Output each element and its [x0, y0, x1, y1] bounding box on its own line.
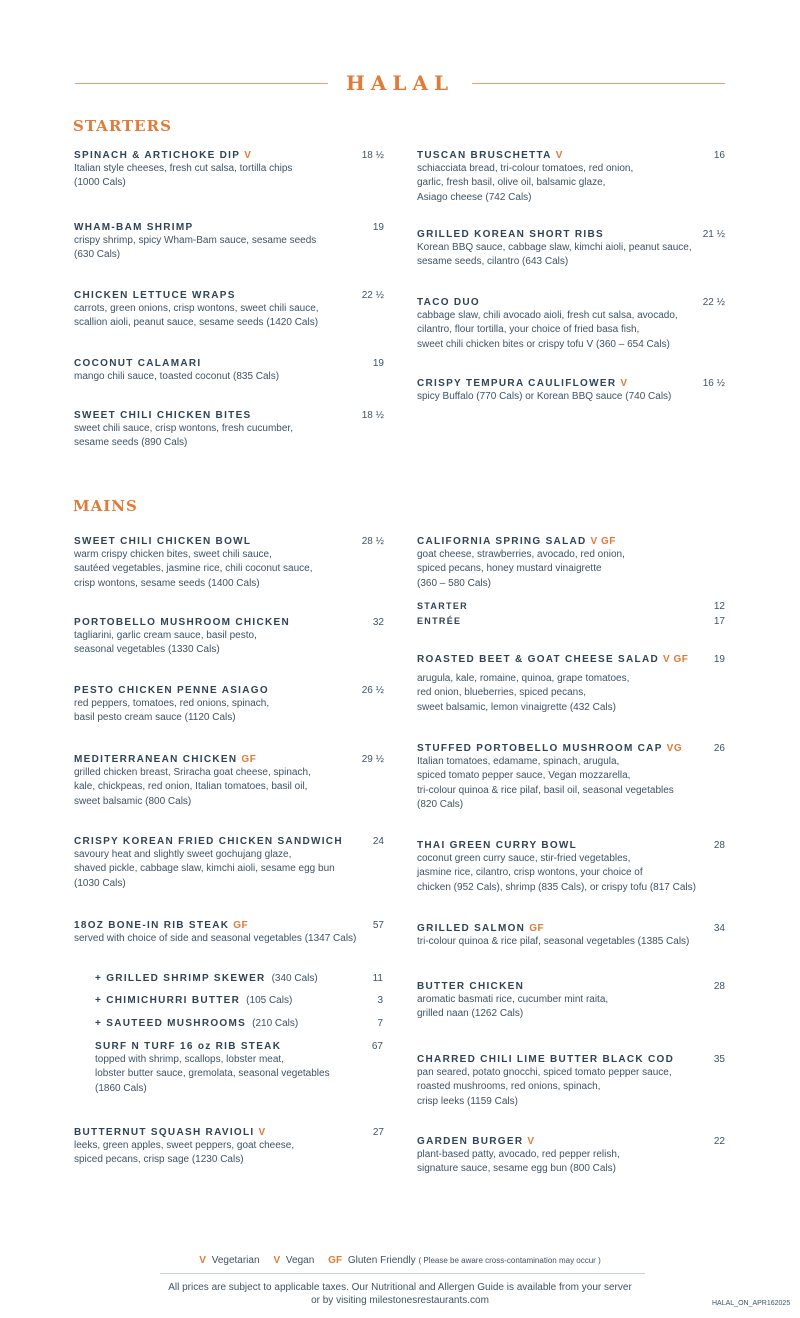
menu-item-price: 26: [713, 743, 725, 754]
menu-item-description: [417, 1148, 725, 1177]
menu-item: [417, 1054, 725, 1109]
description-line: jasmine rice, cilantro, crisp wontons, your choice of: [417, 867, 643, 879]
menu-item-header: [417, 150, 725, 161]
salad-size-label: ENTRÉE: [417, 616, 462, 626]
starters-heading: STARTERS: [73, 117, 172, 135]
menu-item-name-text: CALIFORNIA SPRING SALAD: [417, 536, 587, 547]
menu-item-description: [74, 932, 384, 946]
menu-item-name: [417, 923, 544, 934]
menu-item: [417, 1136, 725, 1177]
header-rule-right: [472, 83, 725, 84]
menu-item-header: [417, 229, 725, 240]
description-line: seasonal vegetables (1330 Cals): [74, 644, 220, 656]
description-line: (1860 Cals): [95, 1082, 147, 1094]
menu-item: [74, 358, 384, 384]
description-line: cabbage slaw, chili avocado aioli, fresh cut salsa, avocado,: [417, 310, 678, 321]
menu-item: [74, 410, 384, 451]
addon-price: 7: [377, 1018, 383, 1029]
description-line: plant-based patty, avocado, red pepper relish,: [417, 1149, 620, 1160]
description-line: coconut green curry sauce, stir-fried vegetables,: [417, 853, 631, 864]
description-line: leeks, green apples, sweet peppers, goat cheese,: [74, 1140, 295, 1151]
description-line: sweet balsamic (800 Cals): [74, 795, 192, 807]
menu-item-price: 22 ½: [361, 290, 384, 301]
legend-gluten-label: Gluten Friendly: [347, 1255, 416, 1266]
menu-item-header: [417, 981, 725, 992]
menu-item-name: [417, 150, 563, 161]
menu-item-name: [417, 1054, 674, 1065]
menu-header: [75, 70, 725, 96]
description-line: garlic, fresh basil, olive oil, balsamic glaze,: [417, 177, 606, 189]
menu-item: [74, 290, 384, 331]
menu-code: HALAL_ON_APR162025: [712, 1300, 791, 1307]
menu-item-name: [74, 150, 251, 161]
header-rule-left: [75, 83, 328, 84]
menu-item-price: 19: [713, 654, 725, 665]
menu-item: [417, 923, 725, 949]
menu-item-name: [417, 297, 480, 308]
menu-item-description: [74, 697, 384, 726]
addon-price: 3: [377, 995, 383, 1006]
menu-item-description: [417, 241, 725, 270]
legend-note: ( Please be aware cross-contamination may occur ): [418, 1256, 601, 1265]
menu-item-name-text: 18OZ BONE-IN RIB STEAK: [74, 920, 230, 931]
menu-item-header: [417, 378, 725, 389]
menu-item-name-text: PESTO CHICKEN PENNE ASIAGO: [74, 685, 269, 696]
menu-item-header: [417, 536, 725, 547]
menu-item-name-text: ROASTED BEET & GOAT CHEESE SALAD: [417, 654, 659, 665]
menu-item-header: [74, 290, 384, 301]
description-line: mango chili sauce, toasted coconut (835 Cals): [74, 371, 280, 382]
menu-item-description: [74, 629, 384, 658]
dietary-badge: V: [555, 150, 563, 161]
menu-title: HALAL: [345, 71, 455, 95]
menu-item-name: [417, 840, 577, 851]
description-line: (630 Cals): [74, 249, 121, 261]
menu-item-name: [74, 410, 252, 421]
description-line: red onion, blueberries, spiced pecans,: [417, 687, 586, 699]
menu-item: [74, 836, 384, 891]
menu-item-header: [74, 754, 384, 765]
description-line: tri-colour quinoa & rice pilaf, basil oil, seasonal vegetables: [417, 784, 674, 796]
menu-item-name: [74, 290, 236, 301]
menu-item-name: [417, 1136, 535, 1147]
menu-item-description: [74, 766, 384, 809]
addon-calories: (340 Cals): [271, 973, 318, 984]
salad-size-option: [417, 616, 725, 627]
description-line: (1030 Cals): [74, 877, 126, 889]
menu-item-price: 32: [372, 617, 384, 628]
addon-name-text: + SAUTEED MUSHROOMS: [95, 1018, 247, 1029]
description-line: crisp leeks (1159 Cals): [417, 1095, 518, 1107]
menu-item-price: 16 ½: [702, 378, 725, 389]
legend-vegetarian-mark: V: [199, 1255, 206, 1266]
menu-item-name: [417, 981, 524, 992]
menu-item-description: [74, 1139, 384, 1168]
menu-item: [417, 536, 725, 591]
salad-size-label: STARTER: [417, 601, 468, 611]
menu-item-name-text: BUTTERNUT SQUASH RAVIOLI: [74, 1127, 255, 1138]
menu-item-price: 28: [713, 981, 725, 992]
dietary-badge: V: [527, 1136, 535, 1147]
salad-size-price: 17: [713, 616, 725, 627]
menu-item-price: 28 ½: [361, 536, 384, 547]
menu-item-name: [74, 1127, 266, 1138]
menu-item-header: [74, 536, 384, 547]
description-line: basil pesto cream sauce (1120 Cals): [74, 712, 236, 724]
menu-item-name: [74, 685, 269, 696]
menu-item-name-text: MEDITERRANEAN CHICKEN: [74, 754, 238, 765]
menu-item-name: [74, 920, 248, 931]
menu-item: [417, 150, 725, 205]
menu-item: [74, 685, 384, 726]
menu-item-price: 67: [371, 1041, 383, 1052]
menu-item-price: 26 ½: [361, 685, 384, 696]
menu-item-price: 27: [372, 1127, 384, 1138]
menu-item-header: [74, 222, 384, 233]
description-line: (820 Cals): [417, 798, 464, 810]
description-line: shaved pickle, cabbage slaw, kimchi aioli, sesame egg bun: [74, 863, 335, 875]
menu-item-name-text: PORTOBELLO MUSHROOM CHICKEN: [74, 617, 291, 628]
menu-item-name-text: TUSCAN BRUSCHETTA: [417, 150, 552, 161]
menu-item-name: [74, 836, 343, 847]
dietary-badge: VG: [666, 743, 683, 754]
description-line: kale, chickpeas, red onion, Italian tomatoes, basil oil,: [74, 781, 308, 793]
description-line: goat cheese, strawberries, avocado, red onion,: [417, 549, 625, 560]
menu-item-description: [417, 755, 725, 812]
dietary-badge: GF: [529, 923, 545, 934]
menu-item-name-text: SWEET CHILI CHICKEN BITES: [74, 410, 252, 421]
menu-item-description: [417, 852, 725, 895]
dietary-badge: V GF: [663, 654, 689, 665]
dietary-badge: V: [620, 378, 628, 389]
menu-item-name-text: CHARRED CHILI LIME BUTTER BLACK COD: [417, 1054, 675, 1065]
description-line: (360 – 580 Cals): [417, 577, 491, 589]
menu-item-description: [74, 302, 384, 331]
menu-item-name: [417, 229, 604, 240]
menu-item-price: 34: [713, 923, 725, 934]
description-line: topped with shrimp, scallops, lobster meat,: [95, 1054, 284, 1065]
menu-item-name-text: CRISPY KOREAN FRIED CHICKEN SANDWICH: [74, 836, 343, 847]
menu-item-price: 29 ½: [361, 754, 384, 765]
description-line: crisp wontons, sesame seeds (1400 Cals): [74, 577, 260, 589]
description-line: pan seared, potato gnocchi, spiced tomato pepper sauce,: [417, 1067, 672, 1078]
menu-item-name-text: SURF N TURF 16 oz RIB STEAK: [95, 1041, 282, 1052]
menu-item-description: [74, 548, 384, 591]
description-line: Korean BBQ sauce, cabbage slaw, kimchi aioli, peanut sauce,: [417, 242, 692, 253]
description-line: tri-colour quinoa & rice pilaf, seasonal vegetables (1385 Cals): [417, 936, 690, 947]
dietary-badge: V GF: [590, 536, 616, 547]
menu-item-header: [74, 150, 384, 161]
menu-item-price: 21 ½: [702, 229, 725, 240]
menu-item-description: [417, 162, 725, 205]
description-line: Asiago cheese (742 Cals): [417, 191, 532, 203]
footer-divider: [160, 1273, 645, 1274]
menu-item-description: [417, 390, 725, 404]
menu-item-name-text: SPINACH & ARTICHOKE DIP: [74, 150, 241, 161]
menu-item-header: [74, 358, 384, 369]
menu-item-description: [74, 422, 384, 451]
menu-item: [417, 654, 725, 715]
description-line: carrots, green onions, crisp wontons, sweet chili sauce,: [74, 303, 319, 314]
description-line: sautéed vegetables, jasmine rice, chili coconut sauce,: [74, 563, 313, 575]
addon-name: [95, 994, 292, 1008]
menu-item: [417, 229, 725, 270]
menu-item-price: 35: [713, 1054, 725, 1065]
addon-price: 11: [372, 973, 383, 984]
description-line: arugula, kale, romaine, quinoa, grape tomatoes,: [417, 673, 630, 684]
menu-item: [74, 1127, 384, 1168]
menu-item-header: [95, 1041, 383, 1052]
menu-item: [417, 981, 725, 1022]
menu-item-name-text: COCONUT CALAMARI: [74, 358, 202, 369]
menu-item: [417, 297, 725, 352]
menu-item-header: [417, 1054, 725, 1065]
description-line: Italian style cheeses, fresh cut salsa, tortilla chips: [74, 163, 293, 174]
menu-item-name: [417, 654, 688, 665]
description-line: spiced tomato pepper sauce, Vegan mozzarella,: [417, 770, 631, 782]
dietary-badge: V: [258, 1127, 266, 1138]
menu-item-name-text: TACO DUO: [417, 297, 480, 308]
menu-item: [74, 754, 384, 809]
salad-size-price: 12: [713, 601, 725, 612]
menu-item-name-text: SWEET CHILI CHICKEN BOWL: [74, 536, 252, 547]
menu-item-name-text: CRISPY TEMPURA CAULIFLOWER: [417, 378, 617, 389]
menu-item-description: [74, 162, 384, 191]
menu-item-price: 28: [713, 840, 725, 851]
description-line: lobster butter sauce, gremolata, seasonal vegetables: [95, 1068, 330, 1080]
description-line: signature sauce, sesame egg bun (800 Cals): [417, 1163, 617, 1175]
description-line: schiacciata bread, tri-colour tomatoes, red onion,: [417, 163, 634, 174]
description-line: chicken (952 Cals), shrimp (835 Cals), or crispy tofu (817 Cals): [417, 881, 696, 893]
addon-calories: (105 Cals): [246, 995, 293, 1006]
menu-item-price: 57: [372, 920, 384, 931]
menu-item: [417, 743, 725, 812]
legend-gluten-mark: GF: [328, 1255, 343, 1266]
menu-item-name: [74, 358, 201, 369]
menu-item-name: [417, 536, 616, 547]
addon-name: [95, 1017, 298, 1031]
menu-item-header: [74, 410, 384, 421]
legend-vegetarian-label: Vegetarian: [211, 1255, 260, 1266]
menu-item-name-text: GARDEN BURGER: [417, 1136, 524, 1147]
description-line: crispy shrimp, spicy Wham-Bam sauce, sesame seeds: [74, 235, 317, 246]
description-line: aromatic basmati rice, cucumber mint raita,: [417, 994, 609, 1005]
menu-item-header: [417, 840, 725, 851]
dietary-badge: GF: [241, 754, 257, 765]
mains-heading: MAINS: [73, 497, 138, 515]
description-line: sweet balsamic, lemon vinaigrette (432 Cals): [417, 701, 616, 713]
footer-line-2: or by visiting milestonesrestaurants.com: [311, 1295, 489, 1306]
description-line: scallion aioli, peanut sauce, sesame seeds (1420 Cals): [74, 317, 319, 329]
menu-item-header: [74, 1127, 384, 1138]
menu-item-description: [74, 848, 384, 891]
menu-item-price: 18 ½: [361, 150, 384, 161]
addon-name-text: + CHIMICHURRI BUTTER: [95, 995, 241, 1006]
footer-note: [150, 1281, 650, 1307]
menu-item-description: [417, 548, 725, 591]
menu-item-description: [417, 672, 725, 715]
menu-item-header: [74, 920, 384, 931]
menu-item-name-text: WHAM-BAM SHRIMP: [74, 222, 194, 233]
description-line: Italian tomatoes, edamame, spinach, arugula,: [417, 756, 620, 767]
description-line: (1000 Cals): [74, 177, 126, 189]
description-line: sesame seeds (890 Cals): [74, 437, 188, 449]
description-line: cilantro, flour tortilla, your choice of fried basa fish,: [417, 324, 640, 336]
description-line: grilled chicken breast, Sriracha goat cheese, spinach,: [74, 767, 311, 778]
description-line: served with choice of side and seasonal vegetables (1347 Cals): [74, 933, 357, 944]
addon-calories: (210 Cals): [252, 1018, 299, 1029]
menu-item-name: [74, 222, 194, 233]
dietary-badge: GF: [233, 920, 249, 931]
menu-item-name: [417, 378, 628, 389]
menu-item-name-text: BUTTER CHICKEN: [417, 981, 525, 992]
addon-name-text: + GRILLED SHRIMP SKEWER: [95, 973, 266, 984]
menu-item-name: [74, 754, 256, 765]
footer-line-1: All prices are subject to applicable taxes. Our Nutritional and Allergen Guide is available from your server: [168, 1282, 632, 1293]
menu-item-header: [417, 743, 725, 754]
menu-item: [95, 1041, 383, 1096]
legend-vegan-mark: V: [273, 1255, 281, 1266]
menu-item-price: 22: [713, 1136, 725, 1147]
menu-item-header: [417, 297, 725, 308]
description-line: red peppers, tomatoes, red onions, spinach,: [74, 698, 270, 709]
menu-item: [74, 617, 384, 658]
salad-size-option: [417, 601, 725, 612]
description-line: spicy Buffalo (770 Cals) or Korean BBQ sauce (740 Cals): [417, 391, 672, 402]
menu-item-description: [417, 1066, 725, 1109]
menu-item-price: 19: [372, 358, 384, 369]
menu-item-name-text: GRILLED SALMON: [417, 923, 526, 934]
menu-item-name: [74, 617, 290, 628]
menu-item-name: [417, 743, 682, 754]
menu-item: [417, 840, 725, 895]
addon-item: [95, 972, 383, 986]
addon-item: [95, 1017, 383, 1031]
description-line: spiced pecans, crisp sage (1230 Cals): [74, 1154, 244, 1166]
menu-item-description: [417, 309, 725, 352]
menu-item-price: 18 ½: [361, 410, 384, 421]
menu-item-price: 16: [713, 150, 725, 161]
description-line: grilled naan (1262 Cals): [417, 1008, 524, 1020]
legend-vegan-label: Vegan: [285, 1255, 315, 1266]
menu-item: [74, 920, 384, 946]
menu-item-name-text: THAI GREEN CURRY BOWL: [417, 840, 578, 851]
description-line: tagliarini, garlic cream sauce, basil pesto,: [74, 630, 257, 641]
menu-item-description: [95, 1053, 383, 1096]
menu-item-header: [417, 1136, 725, 1147]
menu-item-description: [74, 370, 384, 384]
menu-item-header: [74, 836, 384, 847]
description-line: spiced pecans, honey mustard vinaigrette: [417, 563, 602, 575]
menu-item-header: [74, 617, 384, 628]
dietary-badge: V: [244, 150, 252, 161]
menu-item-description: [417, 993, 725, 1022]
menu-item-description: [417, 935, 725, 949]
menu-item-price: 24: [372, 836, 384, 847]
menu-item-price: 19: [372, 222, 384, 233]
menu-item-description: [74, 234, 384, 263]
menu-item-name-text: GRILLED KOREAN SHORT RIBS: [417, 229, 604, 240]
menu-item: [74, 536, 384, 591]
dietary-legend: [0, 1255, 800, 1266]
menu-item-name-text: STUFFED PORTOBELLO MUSHROOM CAP: [417, 743, 663, 754]
description-line: roasted mushrooms, red onions, spinach,: [417, 1081, 601, 1093]
menu-item-header: [74, 685, 384, 696]
menu-item-name: [74, 536, 251, 547]
menu-item-price: 22 ½: [702, 297, 725, 308]
description-line: sweet chili sauce, crisp wontons, fresh cucumber,: [74, 423, 293, 434]
description-line: warm crispy chicken bites, sweet chili sauce,: [74, 549, 272, 560]
description-line: sweet chili chicken bites or crispy tofu V (360 – 654 Cals): [417, 338, 670, 350]
description-line: sesame seeds, cilantro (643 Cals): [417, 256, 569, 268]
menu-item: [74, 150, 384, 191]
menu-item-name: [95, 1041, 281, 1052]
menu-item: [417, 378, 725, 404]
menu-item-name-text: CHICKEN LETTUCE WRAPS: [74, 290, 236, 301]
menu-item: [74, 222, 384, 263]
menu-item-header: [417, 923, 725, 934]
menu-item-header: [417, 654, 725, 665]
addon-item: [95, 994, 383, 1008]
addon-name: [95, 972, 318, 986]
description-line: savoury heat and slightly sweet gochujang glaze,: [74, 849, 292, 860]
